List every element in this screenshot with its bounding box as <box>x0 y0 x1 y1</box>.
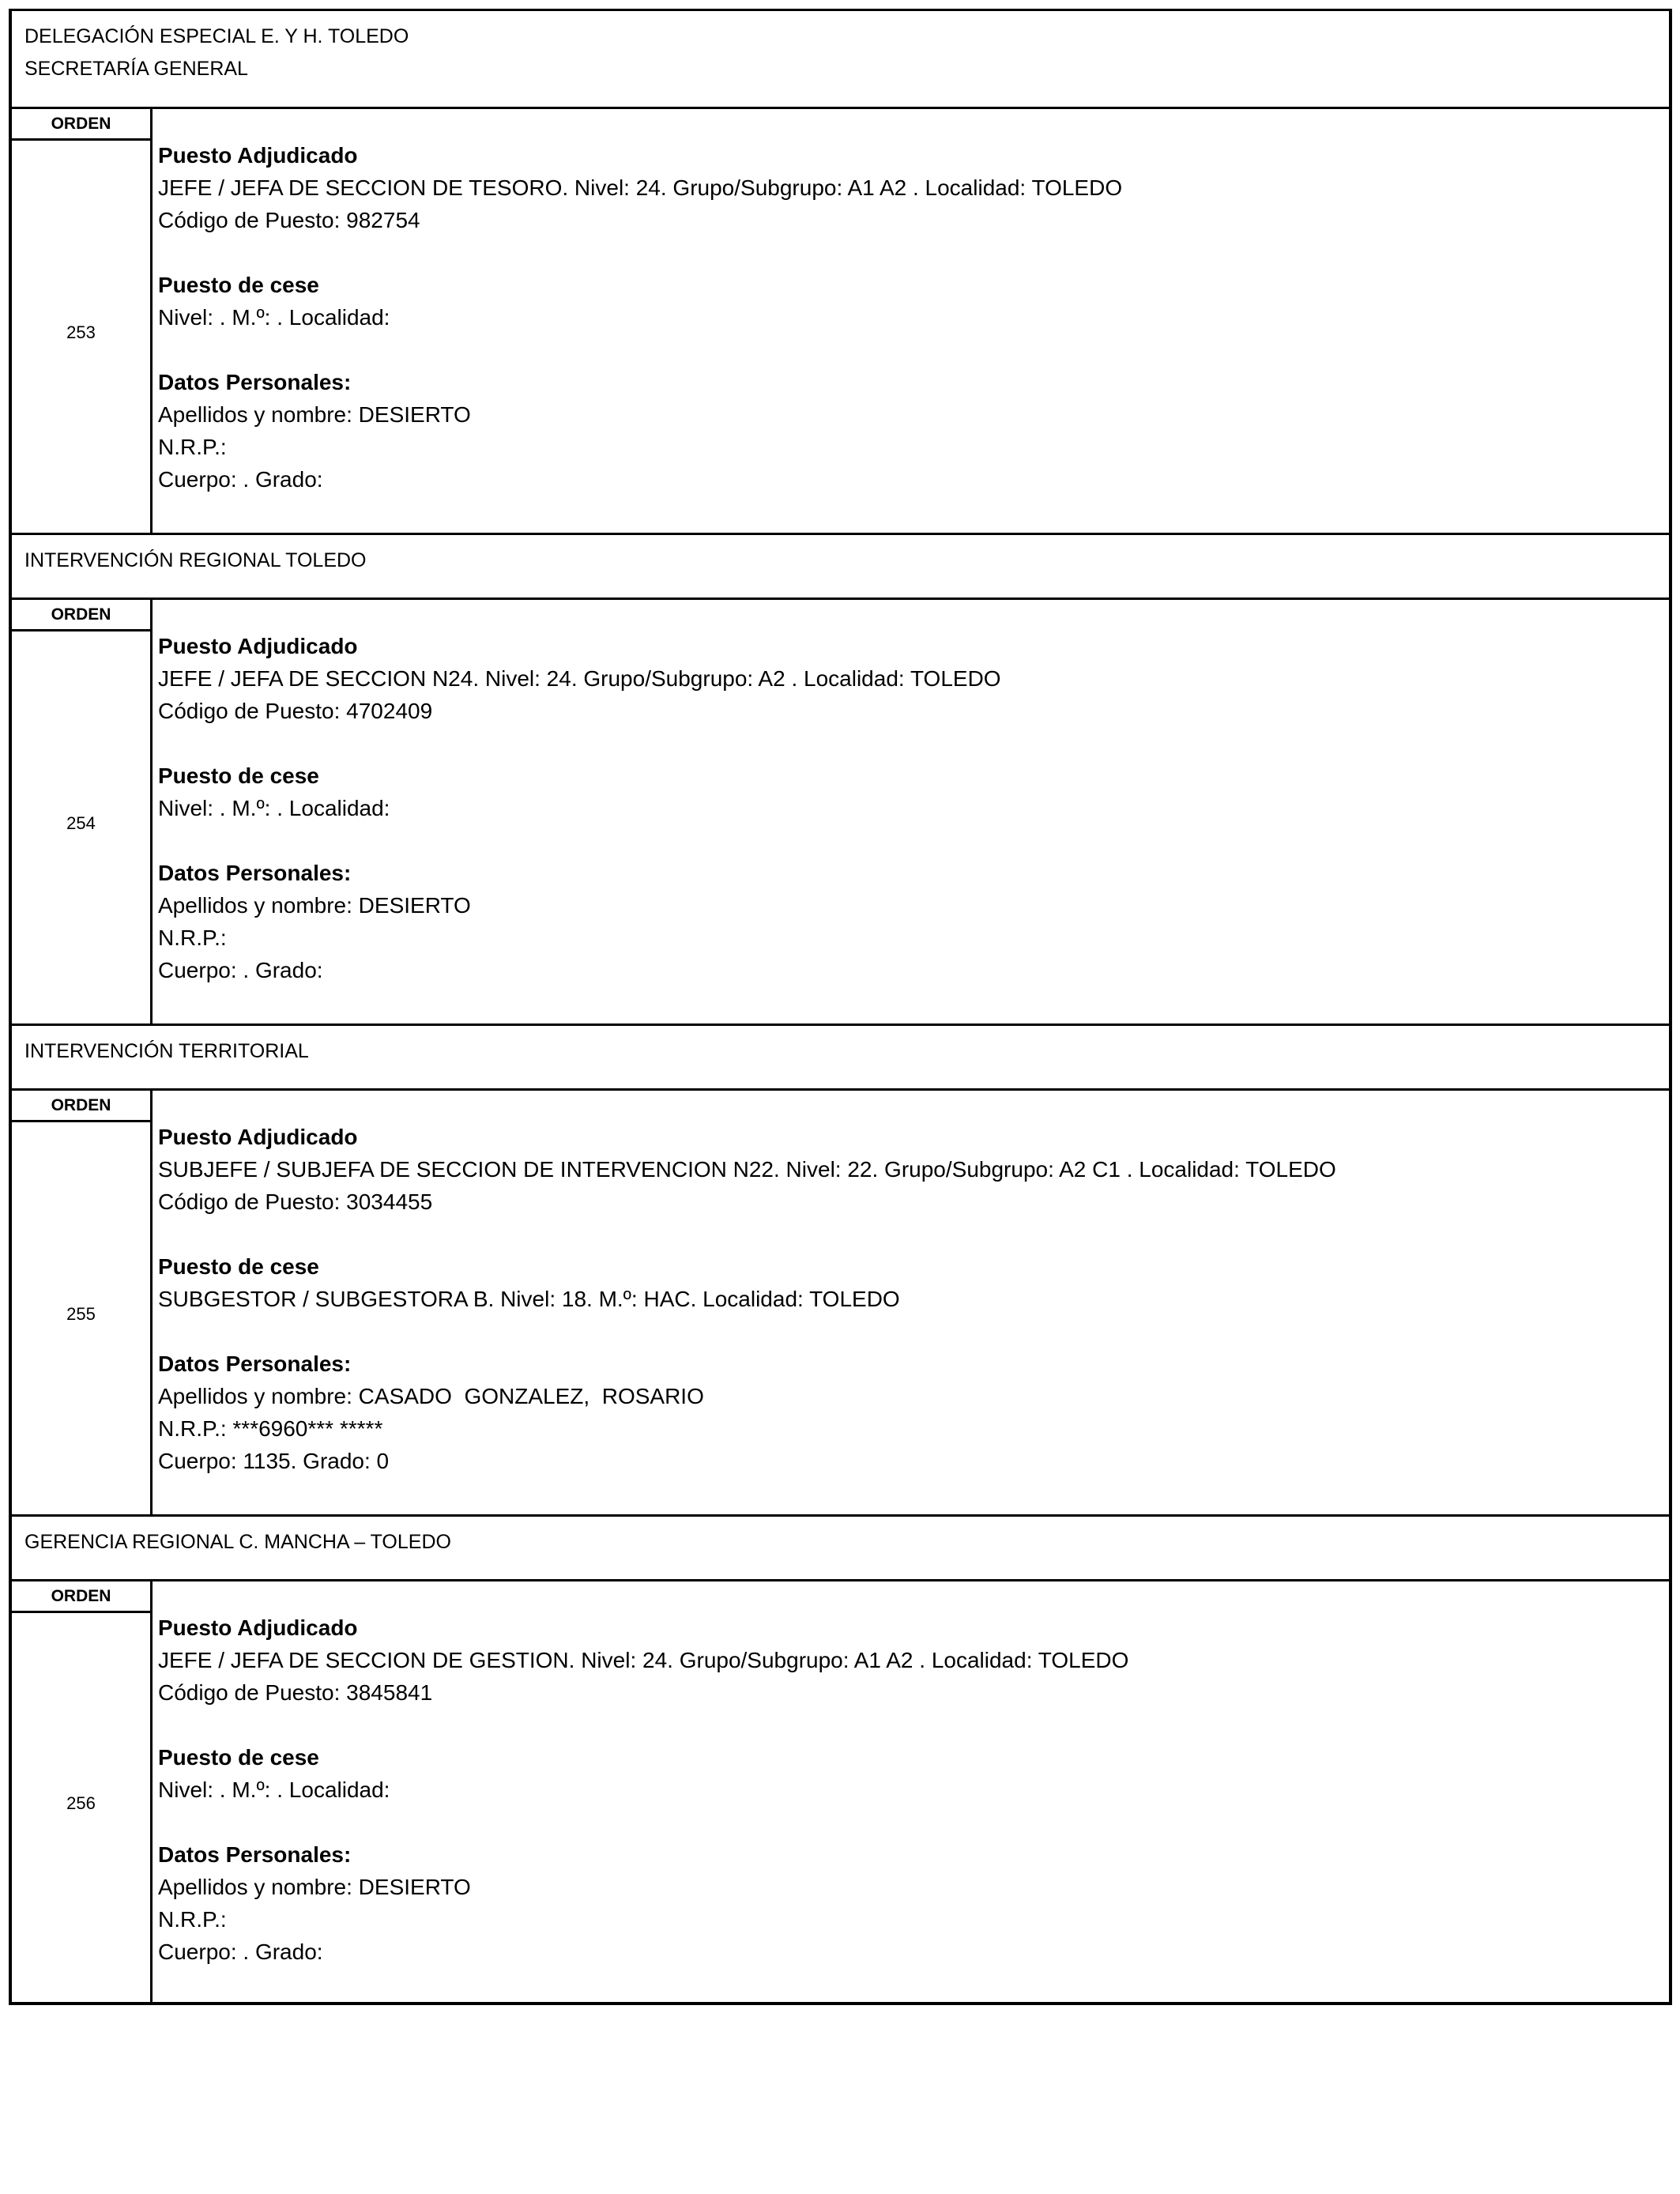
puesto-adjudicado-title: Puesto Adjudicado <box>158 1615 358 1640</box>
orden-number: 254 <box>66 813 96 833</box>
entry-details <box>153 1091 1336 1514</box>
puesto-cese-text: Nivel: . M.º: . Localidad: <box>158 796 390 820</box>
section-header-line: GERENCIA REGIONAL C. MANCHA – TOLEDO <box>24 1531 451 1553</box>
apellidos-nombre: Apellidos y nombre: DESIERTO <box>158 402 471 427</box>
puesto-cese-text: Nivel: . M.º: . Localidad: <box>158 305 390 330</box>
orden-label: ORDEN <box>12 1581 150 1613</box>
table-row <box>12 1579 1669 2005</box>
puesto-adjudicado-text: JEFE / JEFA DE SECCION N24. Nivel: 24. Grupo/Subgrupo: A2 . Localidad: TOLEDO <box>158 666 1001 691</box>
puesto-cese-title: Puesto de cese <box>158 1745 319 1770</box>
orden-number: 256 <box>66 1793 96 1813</box>
spacer <box>158 1218 1336 1250</box>
section-header <box>12 1514 1669 1579</box>
codigo-puesto: Código de Puesto: 4702409 <box>158 699 433 723</box>
codigo-puesto: Código de Puesto: 982754 <box>158 208 420 232</box>
puesto-cese-title: Puesto de cese <box>158 1254 319 1279</box>
puesto-adjudicado-text: SUBJEFE / SUBJEFA DE SECCION DE INTERVENCION N22. Nivel: 22. Grupo/Subgrupo: A2 C1 . Localidad: TOLEDO <box>158 1157 1336 1182</box>
section-header-line: DELEGACIÓN ESPECIAL E. Y H. TOLEDO <box>24 25 409 47</box>
apellidos-nombre: Apellidos y nombre: DESIERTO <box>158 893 471 918</box>
puesto-cese-title: Puesto de cese <box>158 763 319 788</box>
spacer <box>158 1709 1128 1741</box>
cuerpo-grado: Cuerpo: . Grado: <box>158 958 323 982</box>
apellidos-nombre: Apellidos y nombre: CASADO GONZALEZ, ROSARIO <box>158 1384 704 1408</box>
entry-details <box>153 600 1001 1023</box>
datos-personales-title: Datos Personales: <box>158 1351 352 1376</box>
datos-personales-title: Datos Personales: <box>158 861 352 885</box>
cuerpo-grado: Cuerpo: 1135. Grado: 0 <box>158 1449 390 1473</box>
puesto-adjudicado-text: JEFE / JEFA DE SECCION DE TESORO. Nivel: 24. Grupo/Subgrupo: A1 A2 . Localidad: TOLEDO <box>158 175 1123 200</box>
datos-personales-title: Datos Personales: <box>158 1842 352 1867</box>
spacer <box>158 727 1001 760</box>
section-header-line: INTERVENCIÓN REGIONAL TOLEDO <box>24 549 367 571</box>
resolution-table <box>9 9 1672 2005</box>
nrp: N.R.P.: <box>158 925 227 950</box>
cuerpo-grado: Cuerpo: . Grado: <box>158 467 323 492</box>
orden-label: ORDEN <box>12 1091 150 1122</box>
codigo-puesto: Código de Puesto: 3034455 <box>158 1189 433 1214</box>
orden-cell <box>12 109 153 533</box>
table-row <box>12 107 1669 533</box>
spacer <box>158 334 1122 366</box>
section-header-line: INTERVENCIÓN TERRITORIAL <box>24 1040 309 1062</box>
entry-details <box>153 109 1122 533</box>
orden-number: 255 <box>66 1304 96 1324</box>
puesto-cese-text: SUBGESTOR / SUBGESTORA B. Nivel: 18. M.º: HAC. Localidad: TOLEDO <box>158 1287 900 1311</box>
puesto-adjudicado-title: Puesto Adjudicado <box>158 1125 358 1149</box>
nrp: N.R.P.: <box>158 1907 227 1932</box>
orden-cell <box>12 600 153 1023</box>
puesto-adjudicado-text: JEFE / JEFA DE SECCION DE GESTION. Nivel: 24. Grupo/Subgrupo: A1 A2 . Localidad: TOLEDO <box>158 1648 1129 1672</box>
puesto-adjudicado-title: Puesto Adjudicado <box>158 634 358 658</box>
cuerpo-grado: Cuerpo: . Grado: <box>158 1940 323 1964</box>
table-row <box>12 598 1669 1023</box>
orden-number: 253 <box>66 322 96 342</box>
puesto-cese-text: Nivel: . M.º: . Localidad: <box>158 1777 390 1802</box>
orden-cell <box>12 1581 153 2002</box>
section-header-line: SECRETARÍA GENERAL <box>24 58 248 80</box>
codigo-puesto: Código de Puesto: 3845841 <box>158 1680 433 1705</box>
section-header <box>12 9 1669 107</box>
datos-personales-title: Datos Personales: <box>158 370 352 394</box>
section-header <box>12 533 1669 598</box>
spacer <box>158 824 1001 857</box>
nrp: N.R.P.: ***6960*** ***** <box>158 1416 383 1441</box>
nrp: N.R.P.: <box>158 435 227 459</box>
puesto-cese-title: Puesto de cese <box>158 273 319 297</box>
spacer <box>158 1806 1128 1838</box>
spacer <box>158 236 1122 269</box>
spacer <box>158 1315 1336 1348</box>
table-row <box>12 1088 1669 1514</box>
entry-details <box>153 1581 1128 2002</box>
orden-label: ORDEN <box>12 600 150 631</box>
section-header <box>12 1023 1669 1088</box>
orden-cell <box>12 1091 153 1514</box>
orden-label: ORDEN <box>12 109 150 141</box>
puesto-adjudicado-title: Puesto Adjudicado <box>158 143 358 168</box>
apellidos-nombre: Apellidos y nombre: DESIERTO <box>158 1875 471 1899</box>
